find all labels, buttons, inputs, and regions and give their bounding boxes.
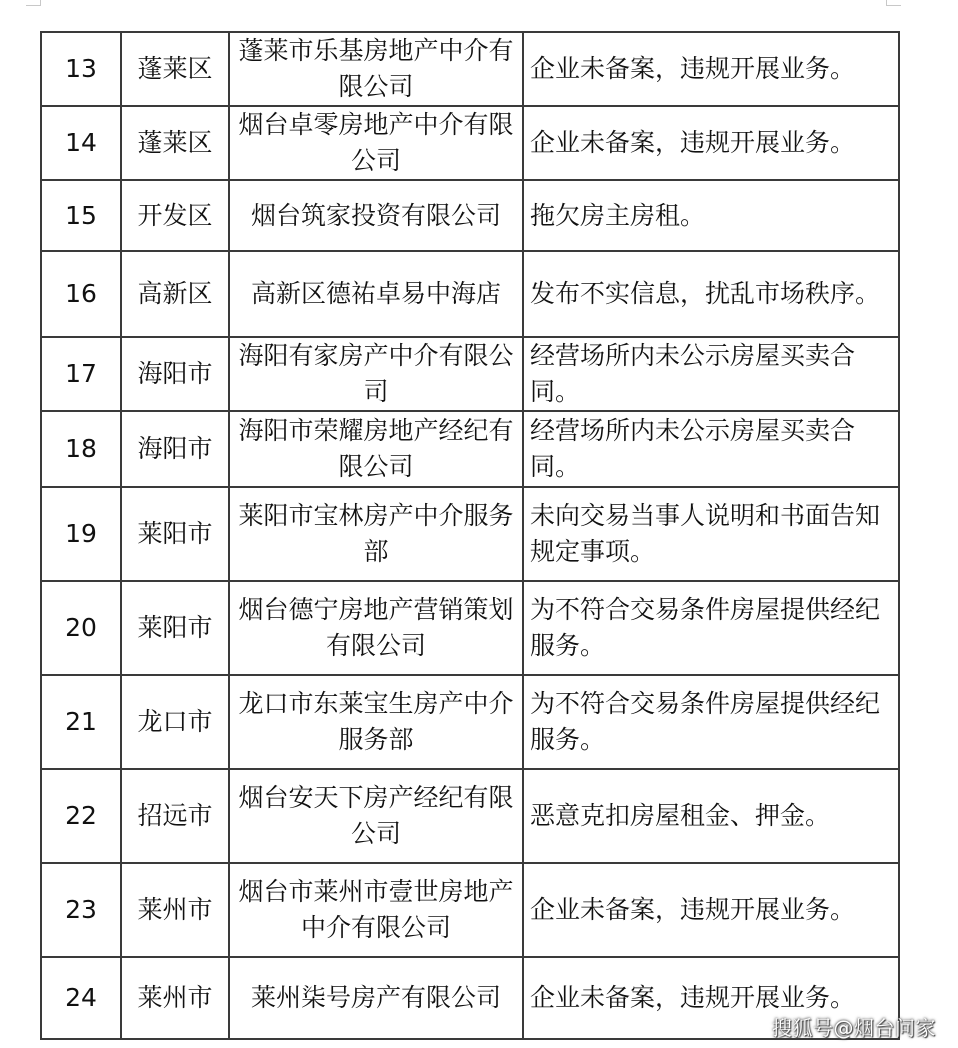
row-company: 烟台筑家投资有限公司 (229, 180, 523, 251)
row-district: 高新区 (121, 251, 229, 337)
table-row (41, 769, 899, 863)
row-number: 14 (41, 106, 121, 180)
row-company: 烟台市莱州市壹世房地产中介有限公司 (229, 863, 523, 957)
row-violation: 企业未备案，违规开展业务。 (523, 32, 899, 106)
row-number: 21 (41, 675, 121, 769)
row-district: 莱阳市 (121, 487, 229, 581)
row-company: 烟台安天下房产经纪有限公司 (229, 769, 523, 863)
row-district: 招远市 (121, 769, 229, 863)
row-number: 18 (41, 411, 121, 487)
row-number: 19 (41, 487, 121, 581)
row-number: 16 (41, 251, 121, 337)
row-company: 高新区德祐卓易中海店 (229, 251, 523, 337)
table-row (41, 180, 899, 251)
row-violation: 企业未备案，违规开展业务。 (523, 957, 899, 1039)
row-district: 莱阳市 (121, 581, 229, 675)
row-district: 蓬莱区 (121, 106, 229, 180)
row-company: 莱州柒号房产有限公司 (229, 957, 523, 1039)
row-number: 13 (41, 32, 121, 106)
row-company: 海阳有家房产中介有限公司 (229, 337, 523, 411)
row-violation: 经营场所内未公示房屋买卖合同。 (523, 411, 899, 487)
row-violation: 恶意克扣房屋租金、押金。 (523, 769, 899, 863)
row-violation: 企业未备案，违规开展业务。 (523, 106, 899, 180)
row-district: 莱州市 (121, 863, 229, 957)
table-row (41, 337, 899, 411)
row-district: 开发区 (121, 180, 229, 251)
table-row (41, 106, 899, 180)
row-district: 海阳市 (121, 411, 229, 487)
row-company: 龙口市东莱宝生房产中介服务部 (229, 675, 523, 769)
row-company: 蓬莱市乐基房地产中介有限公司 (229, 32, 523, 106)
table-row (41, 675, 899, 769)
table-row (41, 581, 899, 675)
row-company: 海阳市荣耀房地产经纪有限公司 (229, 411, 523, 487)
source-watermark: 搜狐号@烟台问家 (772, 1016, 936, 1040)
row-violation: 经营场所内未公示房屋买卖合同。 (523, 337, 899, 411)
row-district: 龙口市 (121, 675, 229, 769)
row-number: 24 (41, 957, 121, 1039)
row-company: 莱阳市宝林房产中介服务部 (229, 487, 523, 581)
row-number: 15 (41, 180, 121, 251)
row-district: 莱州市 (121, 957, 229, 1039)
row-violation: 为不符合交易条件房屋提供经纪服务。 (523, 675, 899, 769)
row-number: 17 (41, 337, 121, 411)
row-company: 烟台德宁房地产营销策划有限公司 (229, 581, 523, 675)
row-violation: 企业未备案，违规开展业务。 (523, 863, 899, 957)
row-district: 蓬莱区 (121, 32, 229, 106)
row-number: 23 (41, 863, 121, 957)
row-district: 海阳市 (121, 337, 229, 411)
table-row (41, 251, 899, 337)
row-number: 22 (41, 769, 121, 863)
row-violation: 发布不实信息，扰乱市场秩序。 (523, 251, 899, 337)
table-row (41, 487, 899, 581)
table-row (41, 411, 899, 487)
row-company: 烟台卓零房地产中介有限公司 (229, 106, 523, 180)
row-violation: 为不符合交易条件房屋提供经纪服务。 (523, 581, 899, 675)
page-corner-mark-left (26, 0, 41, 6)
row-number: 20 (41, 581, 121, 675)
table-row (41, 32, 899, 106)
penalty-list-table (40, 31, 900, 1040)
table-row (41, 863, 899, 957)
row-violation: 拖欠房主房租。 (523, 180, 899, 251)
page-corner-mark-right (886, 0, 901, 6)
row-violation: 未向交易当事人说明和书面告知规定事项。 (523, 487, 899, 581)
table-row (41, 957, 899, 1039)
